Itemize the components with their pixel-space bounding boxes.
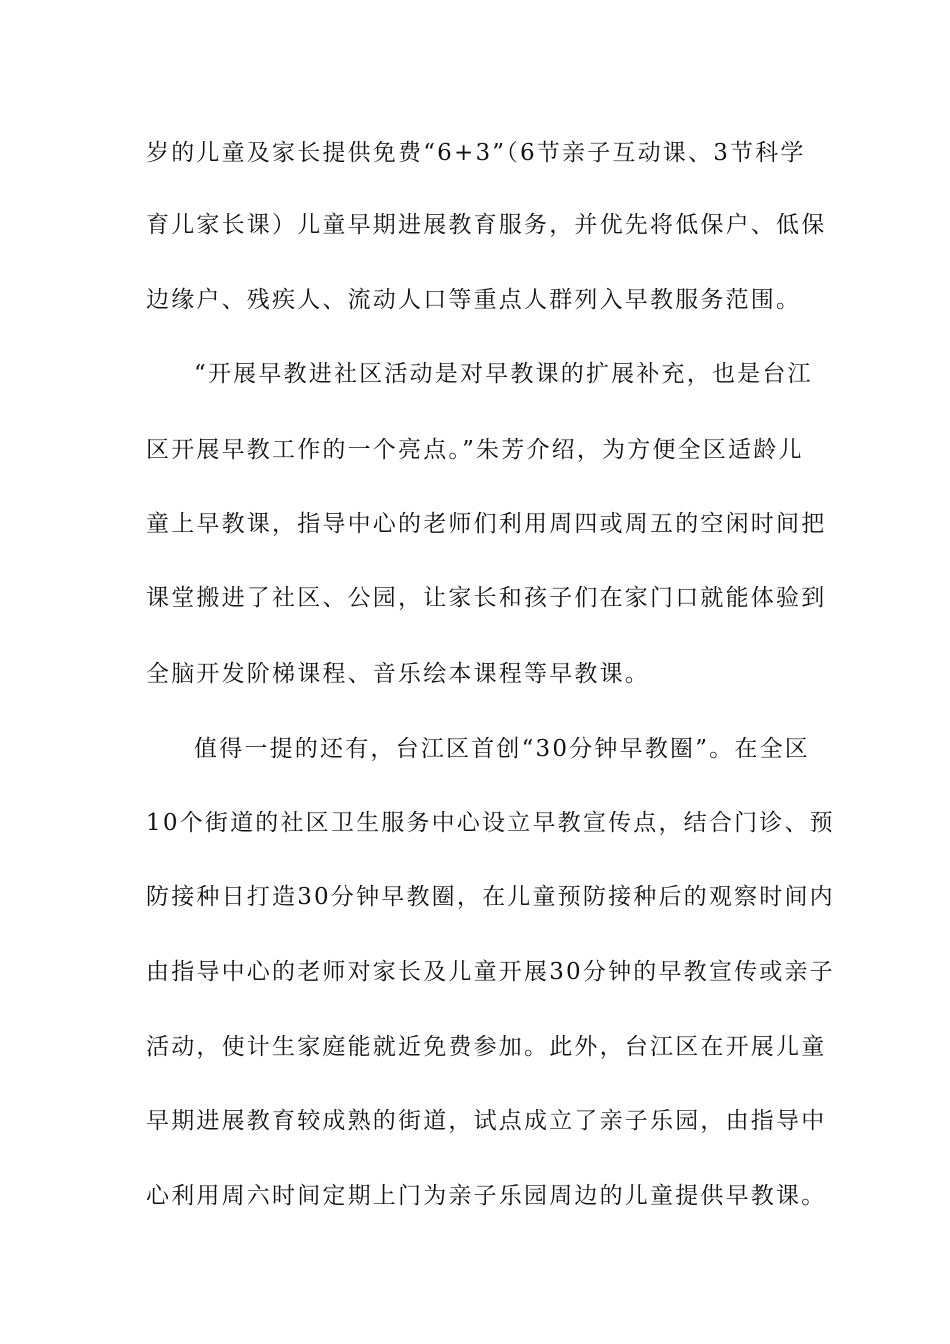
text-line: 心利用周六时间定期上门为亲子乐园周边的儿童提供早教课。 [146,1183,827,1209]
text-line: 活动，使计生家庭能就近免费参加。此外，台江区在开展儿童 [146,1034,827,1060]
text-line: 童上早教课，指导中心的老师们利用周四或周五的空闲时间把 [146,511,827,537]
text-line: 由指导中心的老师对家长及儿童开展30分钟的早教宣传或亲子 [146,959,835,985]
text-line: 育儿家长课）儿童早期进展教育服务，并优先将低保户、低保 [146,212,827,238]
text-line: 10个街道的社区卫生服务中心设立早教宣传点，结合门诊、预 [146,810,835,836]
paragraph-first-line: 值得一提的还有，台江区首创“30分钟早教圈”。在全区 [194,736,810,762]
text-line: 岁的儿童及家长提供免费“6+3”（6节亲子互动课、3节科学 [146,140,806,166]
text-line: 全脑开发阶梯课程、音乐绘本课程等早教课。 [146,661,650,687]
text-line: 区开展早教工作的一个亮点。”朱芳介绍，为方便全区适龄儿 [146,437,804,463]
text-line: 课堂搬进了社区、公园，让家长和孩子们在家门口就能体验到 [146,585,827,611]
text-line: 早期进展教育较成熟的街道，试点成立了亲子乐园，由指导中 [146,1108,827,1134]
text-line: 边缘户、残疾人、流动人口等重点人群列入早教服务范围。 [146,287,802,313]
paragraph-first-line: “开展早教进社区活动是对早教课的扩展补充，也是台江 [194,361,813,387]
text-line: 防接种日打造30分钟早教圈，在儿童预防接种后的观察时间内 [146,884,835,910]
